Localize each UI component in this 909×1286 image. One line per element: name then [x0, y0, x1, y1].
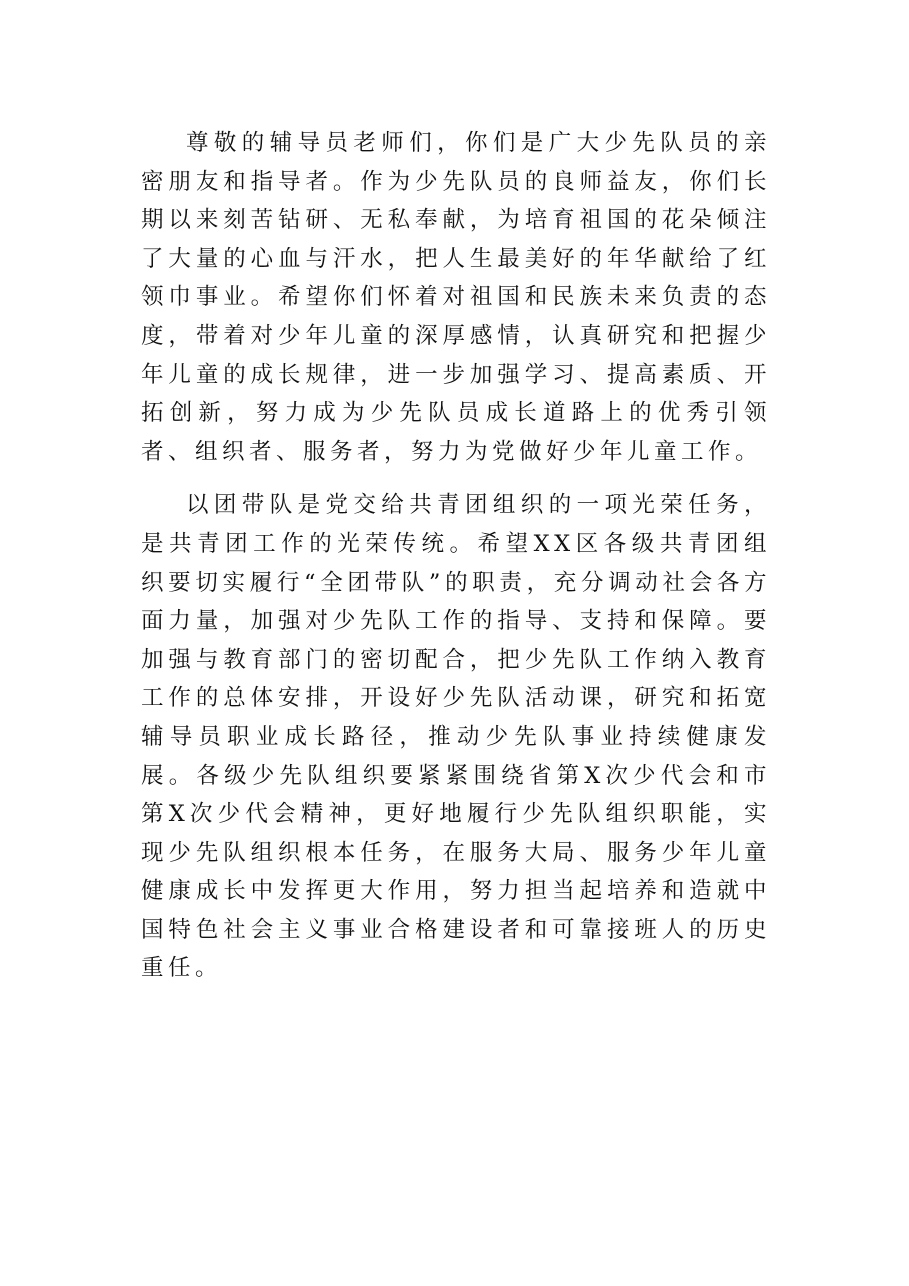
paragraph-youth-league: 以团带队是党交给共青团组织的一项光荣任务，是共青团工作的光荣传统。希望XX区各级共青团组织要切实履行“全团带队”的职责，充分调动社会各方面力量，加强对少先队工作的指导、支持和保障。要加强与教育部门的密切配合，把少先队工作纳入教育工作的总体安排，开设好少先队活动课，研究和拓宽辅导员职业成长路径，推动少先队事业持续健康发展。各级少先队组织要紧紧围绕省第X次少代会和市第X次少代会精神，更好地履行少先队组织职能，实现少先队组织根本任务，在服务大局、服务少年儿童健康成长中发挥更大作用，努力担当起培养和造就中国特色社会主义事业合格建设者和可靠接班人的历史重任。 [141, 492, 771, 982]
document-body [141, 124, 771, 988]
paragraph-counselors: 尊敬的辅导员老师们，你们是广大少先队员的亲密朋友和指导者。作为少先队员的良师益友，你们长期以来刻苦钻研、无私奉献，为培育祖国的花朵倾注了大量的心血与汗水，把人生最美好的年华献给了红领巾事业。希望你们怀着对祖国和民族未来负责的态度，带着对少年儿童的深厚感情，认真研究和把握少年儿童的成长规律，进一步加强学习、提高素质、开拓创新，努力成为少先队员成长道路上的优秀引领者、组织者、服务者，努力为党做好少年儿童工作。 [141, 130, 771, 465]
